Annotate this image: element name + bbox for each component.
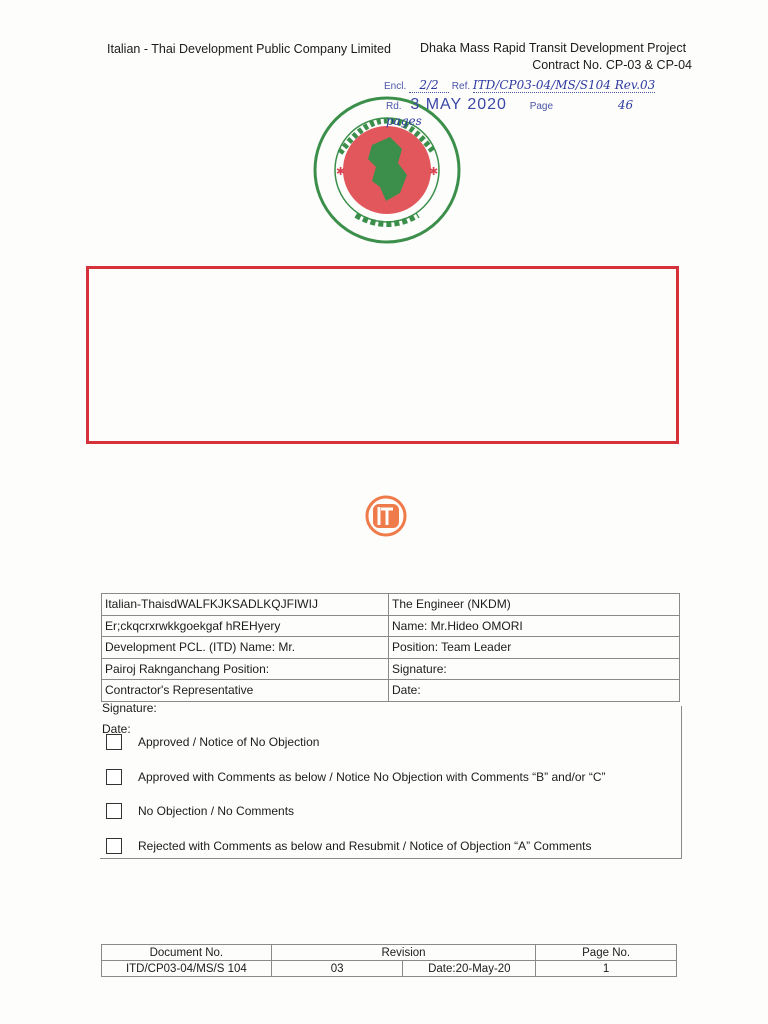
page-no-header: Page No. (536, 945, 677, 961)
company-name: Italian - Thai Development Public Company Limited (107, 42, 391, 56)
checkbox[interactable] (106, 838, 122, 854)
engineer-cell: Signature: (389, 658, 680, 680)
revision-value: 03 (271, 961, 403, 977)
engineer-cell: The Engineer (NKDM) (389, 594, 680, 616)
doc-no-header: Document No. (102, 945, 272, 961)
svg-text:✱: ✱ (429, 166, 439, 178)
contractor-cell: Er;ckqcrxrwkkgoekgaf hREHyery (102, 615, 389, 637)
contract-number: Contract No. CP-03 & CP-04 (532, 58, 692, 72)
table-row (102, 615, 680, 637)
checkbox[interactable] (106, 803, 122, 819)
approval-options (100, 706, 682, 859)
signature-table (101, 593, 680, 702)
table-row (102, 637, 680, 659)
table-row (102, 658, 680, 680)
project-header (420, 40, 692, 74)
option-rejected[interactable] (106, 838, 592, 854)
date-label: Date: (102, 722, 131, 736)
svg-text:✱: ✱ (336, 166, 346, 178)
table-row (102, 594, 680, 616)
table-row (102, 680, 680, 702)
contractor-cell: Italian-ThaisdWALFKJKSADLKQJFIWIJ (102, 594, 389, 616)
revision-header: Revision (271, 945, 536, 961)
engineer-cell: Position: Team Leader (389, 637, 680, 659)
engineer-cell: Date: (389, 680, 680, 702)
revision-date: Date:20-May-20 (403, 961, 536, 977)
table-row (102, 945, 677, 961)
contractor-cell: Pairoj Raknganchang Position: (102, 658, 389, 680)
engineer-cell: Name: Mr.Hideo OMORI (389, 615, 680, 637)
received-label: Rd. (386, 101, 402, 112)
table-row (102, 961, 677, 977)
contractor-cell: Development PCL. (ITD) Name: Mr. (102, 637, 389, 659)
option-label: Approved / Notice of No Objection (138, 735, 320, 749)
contractor-cell: Contractor's Representative (102, 680, 389, 702)
project-name: Dhaka Mass Rapid Transit Development Project (420, 41, 687, 55)
ref-label: Ref. (451, 81, 471, 92)
ref-value: ITD/CP03-04/MS/S104 Rev.03 (472, 78, 656, 92)
checkbox[interactable] (106, 769, 122, 785)
signature-label: Signature: (102, 701, 157, 715)
encl-value: 2/2 (409, 78, 449, 93)
page-no-value: 1 (536, 961, 677, 977)
page-label: Page (529, 101, 554, 112)
doc-no-value: ITD/CP03-04/MS/S 104 (102, 961, 272, 977)
received-date: 3 MAY 2020 (410, 96, 507, 113)
option-label: No Objection / No Comments (138, 804, 295, 818)
receipt-stamp-line (384, 78, 710, 93)
option-label: Approved with Comments as below / Notice No Objection with Comments “B” and/or “C” (138, 770, 606, 784)
encl-label: Encl. (384, 81, 407, 92)
checkbox[interactable] (106, 734, 122, 750)
option-no-objection[interactable] (106, 803, 294, 819)
page-count: 46 pages (386, 98, 634, 128)
option-label: Rejected with Comments as below and Resubmit / Notice of Objection “A” Comments (138, 839, 592, 853)
option-approved[interactable] (106, 734, 319, 750)
itd-logo (364, 494, 408, 538)
receipt-date-line (386, 96, 712, 128)
highlight-box (86, 266, 679, 444)
option-approved-with-comments[interactable] (106, 769, 606, 785)
document-footer-table (101, 944, 677, 977)
